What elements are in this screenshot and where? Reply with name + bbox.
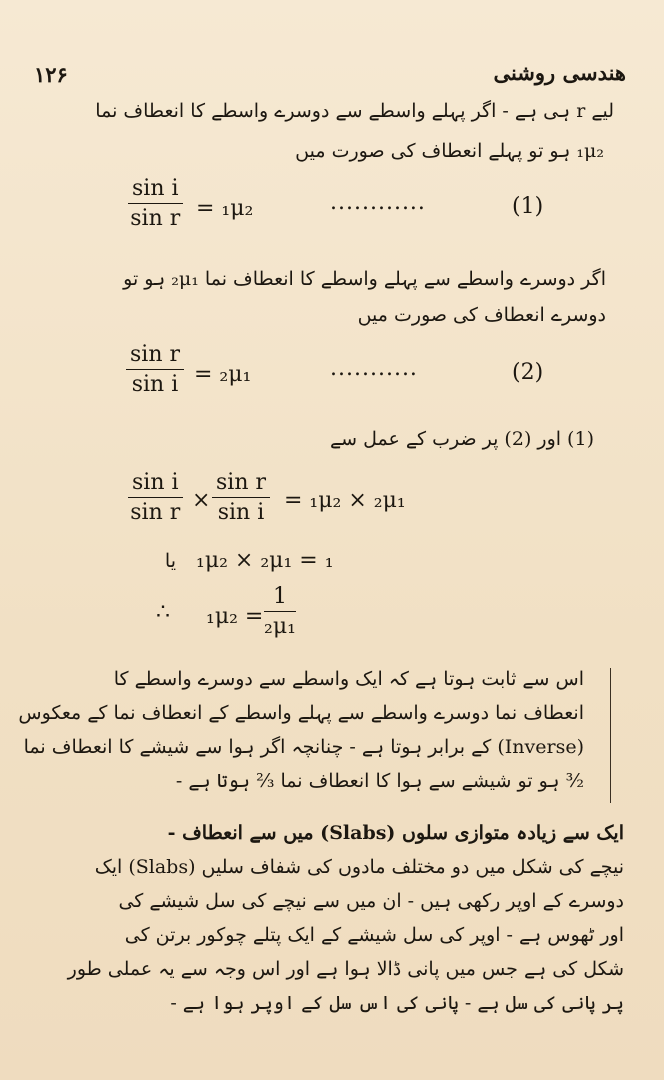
equation-5-fraction — [264, 584, 296, 639]
text-line: اگر دوسرے واسطے سے پہلے واسطے کا انعطاف نما ₂μ₁ ہو تو — [123, 268, 606, 290]
paragraph-line: اس سے ثابت ہوتا ہے کہ ایک واسطے سے دوسرے واسطے کا — [113, 668, 584, 690]
paragraph-line: دوسرے کے اوپر رکھی ہیں - ان میں سے نیچے کی سل شیشے کی — [118, 890, 624, 912]
denominator: sin i — [131, 372, 179, 397]
section-heading: ایک سے زیادہ متوازی سلوں (Slabs) میں سے انعطاف - — [167, 822, 624, 844]
text-line: ₁μ₂ ہو تو پہلے انعطاف کی صورت میں — [295, 140, 604, 162]
paragraph-line: شکل کی ہے جس میں پانی ڈالا ہوا ہے اور اس وجہ سے یہ عملی طور — [67, 958, 624, 980]
paragraph-line: (Inverse) کے برابر ہوتا ہے - چنانچہ اگر ہوا سے شیشے کا انعطاف نما — [23, 736, 584, 758]
numerator: sin i — [128, 176, 183, 204]
equation-2-label: (2) — [512, 360, 544, 385]
paragraph-line: ³⁄₂ ہو تو شیشے سے ہوا کا انعطاف نما ²⁄₃ ہوتا ہے - — [175, 770, 584, 792]
equation-1-label: (1) — [512, 194, 544, 219]
equation-1-dots: ............ — [330, 190, 426, 215]
equation-3-fraction-a — [128, 470, 183, 525]
text-line: دوسرے انعطاف کی صورت میں — [357, 304, 606, 326]
text-line: (1) اور (2) پر ضرب کے عمل سے — [330, 428, 594, 450]
text-line: لیے r ہی ہے - اگر پہلے واسطے سے دوسرے واسطے کا انعطاف نما — [95, 100, 614, 122]
numerator: 1 — [264, 584, 296, 612]
equation-2-dots: ........... — [330, 356, 418, 381]
paragraph-line: انعطاف نما دوسرے واسطے سے پہلے واسطے کے انعطاف نما کے معکوس — [18, 702, 584, 724]
equation-5-lhs: ₁μ₂ = — [206, 604, 264, 629]
equation-3-rhs: = ₁μ₂ × ₂μ₁ — [284, 488, 406, 513]
times-sign: × — [192, 488, 211, 513]
equation-1-fraction — [128, 176, 183, 231]
equation-4: ₁μ₂ × ₂μ₁ = ₁ — [196, 548, 334, 573]
denominator: ₂μ₁ — [264, 614, 296, 639]
denominator: sin r — [130, 206, 181, 231]
numerator: sin r — [126, 342, 184, 370]
equation-1-rhs: = ₁μ₂ — [196, 196, 254, 221]
denominator: sin i — [217, 500, 265, 525]
denominator: sin r — [130, 500, 181, 525]
numerator: sin i — [128, 470, 183, 498]
equation-2-rhs: = ₂μ₁ — [194, 362, 252, 387]
paragraph-line: اور ٹھوس ہے - اوپر کی سل شیشے کے ایک پتلے چوکور برتن کی — [124, 924, 624, 946]
margin-rule — [610, 668, 611, 803]
equation-2-fraction — [126, 342, 184, 397]
paragraph-line: پر پانی کی سل ہے - پانی کی اس سل کے اوپر ہوا ہے - — [170, 992, 624, 1014]
page-number: ۱۲۶ — [34, 62, 68, 87]
paragraph-line: نیچے کی شکل میں دو مختلف مادوں کی شفاف سلیں (Slabs) ایک — [94, 856, 624, 878]
running-title: هندسی روشنی — [493, 60, 626, 85]
therefore-sign: ∴ — [156, 600, 170, 625]
numerator: sin r — [212, 470, 270, 498]
equation-3-fraction-b — [212, 470, 270, 525]
or-word: یا — [164, 550, 176, 572]
